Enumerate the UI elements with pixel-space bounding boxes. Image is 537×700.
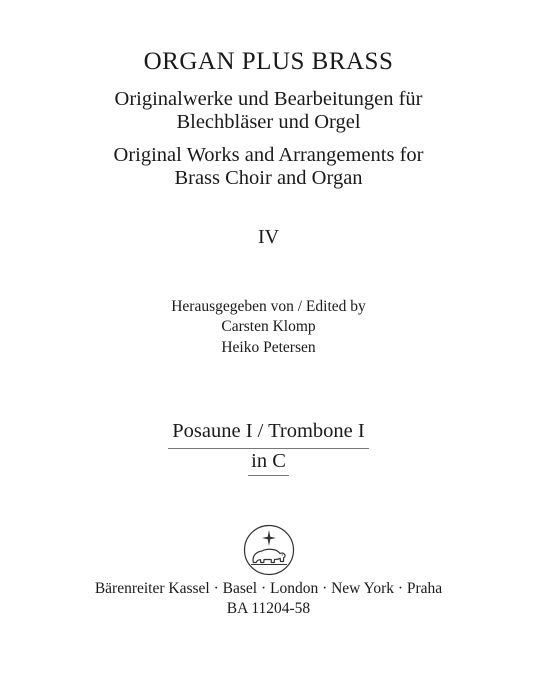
instrument-key: in C xyxy=(251,450,286,472)
editor-name: Carsten Klomp xyxy=(221,318,316,335)
publisher-imprint: Bärenreiter Kassel · Basel · London · New York · Praha xyxy=(94,580,443,597)
volume-number: IV xyxy=(257,226,280,248)
edited-by-label: Herausgegeben von / Edited by xyxy=(171,298,366,315)
instrument-part: Posaune I / Trombone I xyxy=(172,420,365,442)
catalog-number: BA 11204-58 xyxy=(226,600,311,617)
editor-name: Heiko Petersen xyxy=(221,339,316,356)
subtitle-english-line-1: Original Works and Arrangements for xyxy=(113,144,424,166)
divider xyxy=(168,448,369,449)
subtitle-german-line-1: Originalwerke und Bearbeitungen für xyxy=(114,88,423,110)
baerenreiter-bear-star-logo-icon xyxy=(243,524,295,576)
main-title: ORGAN PLUS BRASS xyxy=(143,48,394,75)
subtitle-english-line-2: Brass Choir and Organ xyxy=(174,167,363,189)
divider xyxy=(248,475,289,476)
subtitle-german-line-2: Blechbläser und Orgel xyxy=(176,111,361,133)
